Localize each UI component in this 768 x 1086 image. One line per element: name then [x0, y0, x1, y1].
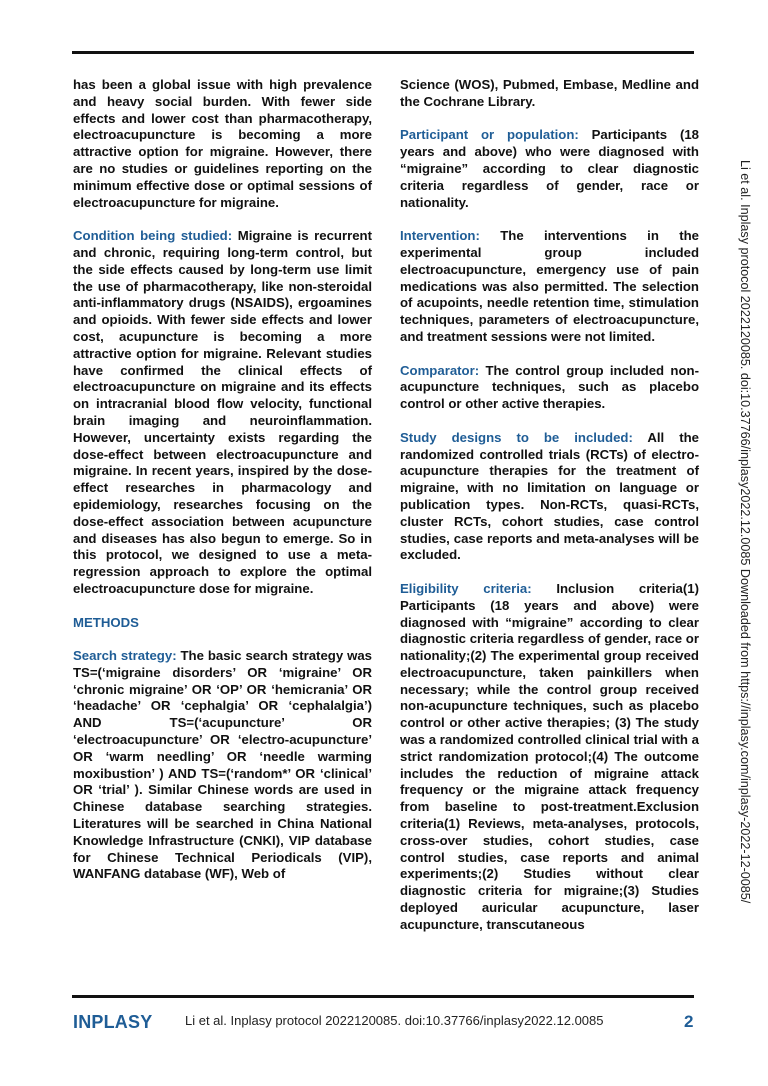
- side-download-note[interactable]: Li et al. Inplasy protocol 2022120085. doi:10.37766/inplasy2022.12.0085 Downloaded from https://inplasy.com/inplasy-2022-12-0085/: [738, 160, 752, 904]
- comparator-paragraph: [400, 363, 699, 413]
- page-number: 2: [684, 1012, 694, 1031]
- left-column: [73, 77, 372, 900]
- eligibility-paragraph: [400, 581, 699, 934]
- inplasy-logo: INPLASY: [73, 1012, 153, 1032]
- search-paragraph: [73, 648, 372, 883]
- header-rule: [72, 51, 694, 54]
- study-designs-label: Study designs to be included:: [400, 429, 633, 445]
- condition-paragraph: [73, 228, 372, 598]
- footer-rule: [72, 995, 694, 998]
- intervention-text: The interventions in the experimental group included electroacupuncture, emergency use of pain medications was also permitted. The selection of acupoints, needle retention time, stimulation techniques, parameters of electroacupuncture, and treatment sessions were not limited.: [400, 228, 699, 344]
- methods-heading: METHODS: [73, 614, 139, 630]
- comparator-text: The control group included non-acupuncture techniques, such as placebo control or other active therapies.: [400, 362, 699, 412]
- eligibility-text: Inclusion criteria(1) Participants (18 years and above) were diagnosed with “migraine” according to clear diagnostic criteria regardless of gender, race or nationality;(2) The experimental group received electroacupuncture, taken painkillers when necessary; while the control group received non-acupuncture techniques, such as placebo control or other active therapies; (3) The study was a randomized controlled clinical trial with a strict randomization protocol;(4) The outcome includes the reduction of migraine attack frequency or the migraine attack frequency from baseline to post-treatment.Exclusion criteria(1) Reviews, meta-analyses, protocols, cross-over studies, cohort studies, case control studies, case reports and animal experiments;(2) Studies without clear diagnostic criteria for migraine;(3) Studies deployed auricular acupuncture, laser acupuncture, transcutaneous: [400, 580, 699, 932]
- right-column: [400, 77, 699, 950]
- eligibility-label: Eligibility criteria:: [400, 580, 532, 596]
- search-text: The basic search strategy was TS=(‘migraine disorders’ OR ‘migraine’ OR ‘chronic migraine’ OR ‘OP’ OR ‘hemicrania’ OR ‘headache’ OR ‘cephalgia’ OR ‘cephalalgia’) AND TS=(‘acupuncture’ OR ‘electroacupuncture’ OR ‘electro-acupuncture’ OR ‘warm needling’ OR ‘needle warming moxibustion’ ) AND TS=(‘random*’ OR ‘clinical’ OR ‘trial’ ). Similar Chinese words are used in Chinese database searching strategies. Literatures will be searched in China National Knowledge Infrastructure (CNKI), VIP database for Chinese Technical Periodicals (VIP), WANFANG database (WF), Web of: [73, 648, 372, 882]
- footer-citation: Li et al. Inplasy protocol 2022120085. doi:10.37766/inplasy2022.12.0085: [185, 1013, 604, 1028]
- search-continued: Science (WOS), Pubmed, Embase, Medline and the Cochrane Library.: [400, 77, 699, 109]
- intro-paragraph: has been a global issue with high prevalence and heavy social burden. With fewer side effects and lower cost than pharmacotherapy, electroacupuncture is becoming a more attractive option for migraine. However, there are no studies or guidelines reporting on the minimum effective dose or optimal sessions of electroacupuncture for migraine.: [73, 77, 372, 210]
- condition-text: Migraine is recurrent and chronic, requiring long-term control, but the side effects caused by long-term use limit the use of pharmacotherapy, like non-steroidal anti-inflammatory drugs (NSAIDS), ergoamines and opioids. With fewer side effects and lower cost, acupuncture is becoming a more attractive option for migraine. Relevant studies have confirmed the clinical effects of electroacupuncture on migraine and its effects on intracranial blood flow velocity, functional brain imaging and neuroinflammation. However, uncertainty exists regarding the dose-effect between electroacupuncture and migraine. In recent years, inspired by the dose-effect researches in pharmacology and epidemiology, researches focusing on the dose-effect association between acupuncture and diseases has also begun to emerge. So in this protocol, we designed to use a meta-regression approach to explore the optimal electroacupuncture dose for migraine.: [73, 228, 373, 596]
- condition-label: Condition being studied:: [73, 228, 233, 244]
- comparator-label: Comparator:: [400, 362, 480, 378]
- participant-paragraph: [400, 127, 699, 211]
- search-label: Search strategy:: [73, 648, 177, 664]
- intervention-paragraph: [400, 228, 699, 346]
- study-designs-paragraph: [400, 430, 699, 564]
- participant-label: Participant or population:: [400, 127, 579, 143]
- study-designs-text: All the randomized controlled trials (RCTs) of electro-acupuncture therapies for the treatment of migraine, with no limitation on language or publication types. Non-RCTs, quasi-RCTs, cluster RCTs, cohort studies, case control studies, case reports and meta-analyses will be excluded.: [400, 429, 699, 563]
- intervention-label: Intervention:: [400, 228, 480, 244]
- participant-text: Participants (18 years and above) who were diagnosed with “migraine” according to clear diagnostic criteria regardless of gender, race or nationality.: [400, 127, 700, 210]
